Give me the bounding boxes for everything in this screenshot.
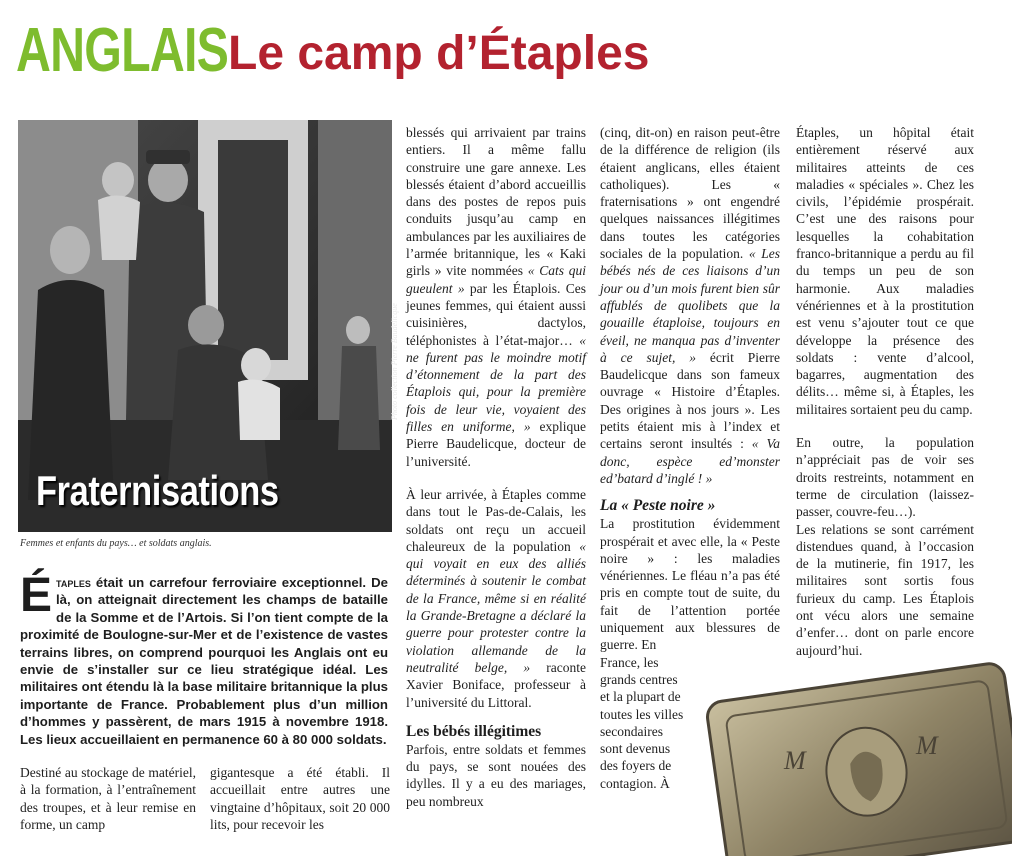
article-headline: Le camp d’Étaples bbox=[228, 27, 650, 80]
intro-paragraph bbox=[20, 569, 388, 748]
column-1 bbox=[20, 764, 196, 833]
col4-paragraph-2b: France, les grands centres et la plupart de toutes les villes secondaires sont devenus des foyers de contagion. À bbox=[600, 654, 684, 791]
column-3 bbox=[406, 124, 586, 810]
col1-paragraph: Destiné au stockage de matériel, à la formation, à l’entraînement des troupes, et à leur remise en forme, un camp bbox=[20, 765, 196, 832]
col5-paragraph-3: Les relations se sont carrément distendues quand, à l’occasion de la mutinerie, fin 1917, les militaires sont sortis fous furieux du camp. Les Étaplois ont vécu alors une semaine d’enfer… dont on parle encore aujourd’hui. bbox=[796, 521, 974, 658]
text: explique Pierre Baudelicque, docteur de l’université. bbox=[406, 419, 586, 469]
quote: « Les bébés nés de ces liaisons d’un jour ou d’un mois furent bien sûr affublés de quolibets que la gouaille étaploise, toujours en éveil, ne manqua pas d’inventer à ce sujet, » bbox=[600, 246, 780, 365]
col4-paragraph-1 bbox=[600, 124, 780, 487]
photo-overlay-title: Fraternisations bbox=[36, 467, 279, 514]
text: écrit Pierre Baudelicque dans son fameux ouvrage « Histoire d’Étaples. Des origines à nos jours ». Les petits étaient mis à l’index et certains seront insultés : bbox=[600, 349, 780, 452]
article-header bbox=[0, 0, 1012, 110]
intro-text: était un carrefour ferroviaire exceptionnel. De là, on atteignait directement les champs de bataille de la Somme et de l’Artois. Si l’on tient compte de la proximité de Boulogne-sur-Mer et de l’existence de vastes terrains libres, on comprend pourquoi les Anglais ont eu envie de s’installer sur ce lieu stratégique idéal. Les militaires ont étendu là la base militaire britannique la plus importante de France. Probablement plus d’un million d’hommes y passèrent, de mars 1915 à novembre 1918. Les lieux accueillaient en permanence 60 à 80 000 soldats. bbox=[20, 575, 388, 747]
subheading-bebes: Les bébés illégitimes bbox=[406, 722, 542, 740]
column-5 bbox=[796, 124, 974, 659]
quote: « ne furent pas le moindre motif d’étonnement de la part des Étaplois qui, pour la première fois de leur vie, voyaient des filles en uniforme, » bbox=[406, 332, 586, 435]
tin-monogram-right: M bbox=[916, 731, 938, 760]
text: par les Étaplois. Ces jeunes femmes, qui étaient aussi cuisinières, dactylos, téléphonistes à l’état-major… bbox=[406, 280, 586, 348]
quote: « Cats qui gueulent » bbox=[406, 263, 586, 296]
text: blessés qui arrivaient par trains entiers. Il a même fallu construire une gare annexe. Les blessés étaient d’abord accueillis dans des postes de repos puis conduits jusqu’au camp en ambulances par les auxiliaires de l’armée britannique, les « Kaki girls » vite nommées bbox=[406, 125, 586, 279]
text: raconte Xavier Boniface, professeur à l’université du Littoral. bbox=[406, 659, 586, 710]
section-kicker: ANGLAIS bbox=[16, 16, 229, 85]
quote: « Va donc, espèce ed’monster ed’batard d’inglé ! » bbox=[600, 436, 780, 486]
tin-monogram-left: M bbox=[784, 746, 806, 775]
col5-paragraph-1: Étaples, un hôpital était entièrement réservé aux militaires atteints de ces maladies « spéciales ». Chez les civils, l’épidémie prospérait. C’est une des raisons pour lesquelles la cohabitation franco-britannique a perdu au fil du temps un peu de son harmonie. Aux maladies vénériennes et à la prostitution est venu s’ajouter tout ce que développe la présence des soldats : vente d’alcool, bagarres, augmentation des délits… même si, à Étaples, les militaires sortaient peu du camp. bbox=[796, 125, 974, 417]
princess-mary-tin-photo bbox=[684, 654, 1012, 856]
col5-paragraph-2: En outre, la population n’appréciait pas de voir ses droits restreints, notamment en terme de circulation (laissez-passer, couvre-feu…). bbox=[796, 435, 974, 520]
brass-tin-illustration bbox=[684, 654, 1012, 856]
photo-credit: Photo collection Pierre Baudelicque bbox=[390, 303, 399, 420]
col2-paragraph: gigantesque a été établi. Il accueillait entre autres une vingtaine d’hôpitaux, soit 20 000 lits, pour recevoir les bbox=[210, 765, 390, 832]
col3-paragraph-2 bbox=[406, 486, 586, 711]
col3-paragraph-1 bbox=[406, 124, 586, 470]
quote: « qui voyait en eux des alliés déterminés à soutenir le combat de la France, même si en réalité la Grande-Bretagne a déclaré la guerre pour protester contre la violation allemande de la neutralité belge, » bbox=[406, 538, 586, 675]
drop-cap: É bbox=[20, 569, 53, 622]
col3-paragraph-3: Parfois, entre soldats et femmes du pays, se sont nouées des idylles. Il y a eu des mariages, peu nombreux bbox=[406, 741, 586, 809]
text: À leur arrivée, à Étaples comme dans tout le Pas-de-Calais, les soldats ont reçu un accueil chaleureux de la population bbox=[406, 486, 586, 554]
subheading-peste-noire: La « Peste noire » bbox=[600, 497, 716, 515]
text: (cinq, dit-on) en raison peut-être de la différence de religion (ils étaient anglicans, elles étaient catholiques). Les « fraternisations » ont engendré quelques naissances illégitimes dans toutes les catégories sociales de la population. bbox=[600, 125, 780, 262]
col4-paragraph-2: La prostitution évidemment prospérait et avec elle, la « Peste noire » : les maladies vénériennes. Le fléau n’a pas été pris en compte tout de suite, du fait de l’attention portée uniquement aux blessures de guerre. En bbox=[600, 516, 780, 653]
intro-lead: taples bbox=[56, 575, 91, 590]
column-2 bbox=[210, 764, 390, 833]
photo-caption: Femmes et enfants du pays… et soldats anglais. bbox=[20, 538, 212, 549]
